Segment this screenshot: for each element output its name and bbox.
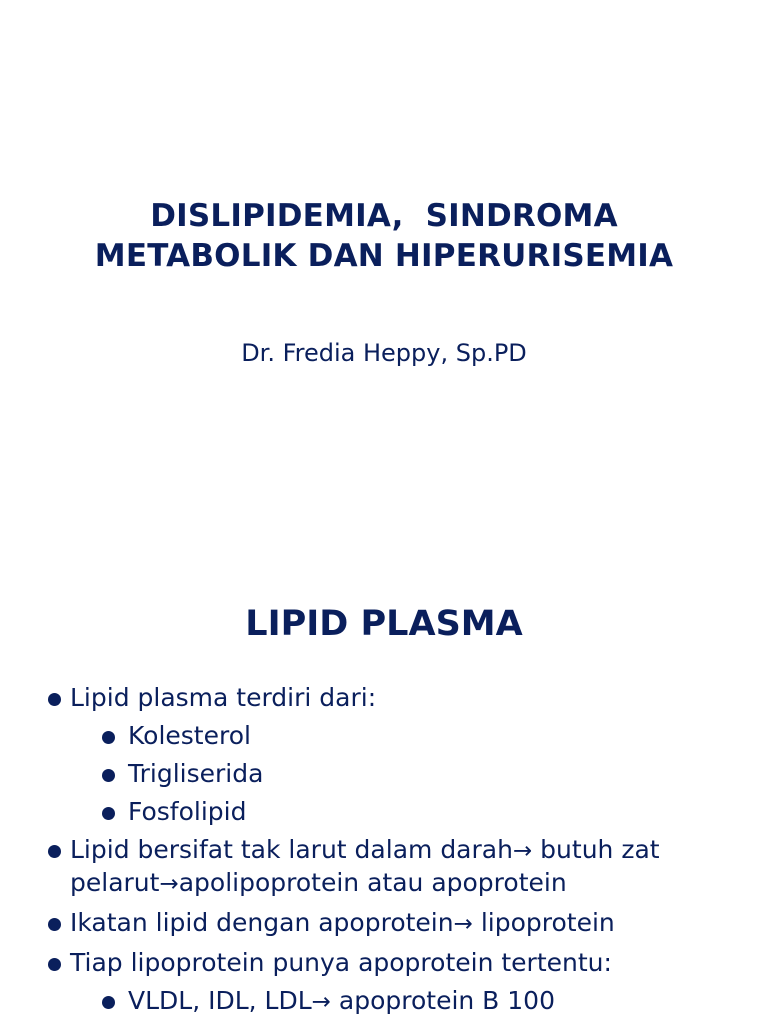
bullet-icon [48,845,61,858]
bullet-icon [102,731,115,744]
bullet-icon [48,918,61,931]
bullet-icon [102,769,115,782]
bullet-text: Fosfolipid [128,797,247,826]
arrow-right-icon: → [512,838,533,864]
bullet-text-part: Lipid bersifat tak larut dalam darah [70,835,513,864]
presentation-title [0,196,768,276]
presenter-name: Dr. Fredia Heppy, Sp.PD [241,339,527,367]
bullet-icon [102,807,115,820]
arrow-right-icon: → [453,911,473,937]
bullet-text-part: butuh zat pelarut [70,835,660,897]
bullet-text-part: VLDL, IDL, LDL [128,986,312,1015]
sub-bullet-item [0,758,768,789]
bullet-icon [102,996,115,1009]
bullet-icon [48,693,61,706]
bullet-icon [48,958,61,971]
bullet-item [0,834,768,900]
bullet-item [0,947,768,978]
bullet-text-part: apoprotein B 100 [330,986,555,1015]
bullet-text: Lipid plasma terdiri dari: [70,683,377,712]
title-line-2: METABOLIK DAN HIPERURISEMIA [94,238,674,274]
bullet-text: Tiap lipoprotein punya apoprotein tertentu: [70,948,612,977]
bullet-list [0,682,768,1024]
bullet-text-part: apolipoprotein atau apoprotein [178,868,567,897]
bullet-item [0,682,768,713]
bullet-text-part: Ikatan lipid dengan apoprotein [70,908,454,937]
bullet-text: Trigliserida [128,759,264,788]
slide-heading: LIPID PLASMA [245,604,523,644]
arrow-right-icon: → [311,989,331,1015]
bullet-item [0,907,768,940]
title-line-1: DISLIPIDEMIA, SINDROMA [150,198,618,234]
bullet-text: Kolesterol [128,721,251,750]
bullet-text-part: lipoprotein [472,908,615,937]
sub-bullet-item [0,720,768,751]
sub-bullet-item [0,985,768,1018]
slide-lipid-plasma [0,512,768,1024]
sub-bullet-item [0,796,768,827]
arrow-right-icon: → [159,871,179,897]
